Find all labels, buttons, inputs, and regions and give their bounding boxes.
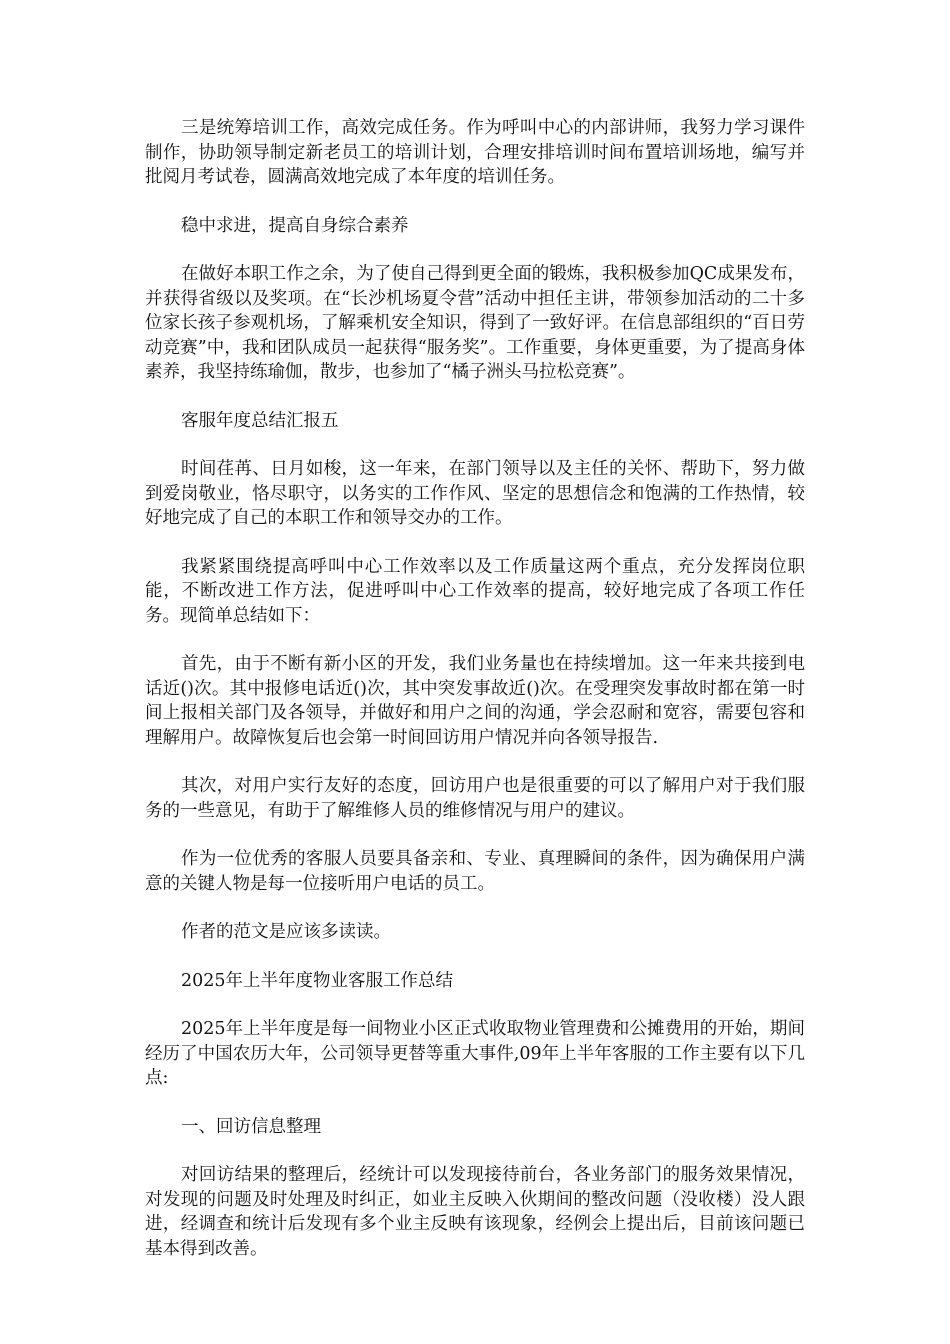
heading-2025-summary: 2025年上半年度物业客服工作总结 (181, 970, 454, 991)
para-visit-results: 对回访结果的整理后，经统计可以发现接待前台，各业务部门的服务效果情况，对发现的问题及时处理及时纠正，如业主反映入伙期间的整改问题（没收楼）没人跟进，经调查和统计后发现有多个业主反映有该现象，经例会上提出后，目前该问题已基本得到改善。 (145, 1165, 805, 1259)
para-first: 首先，由于不断有新小区的开发，我们业务量也在持续增加。这一年来共接到电话近()次。其中报修电话近()次，其中突发事故近()次。在受理突发事故时都在第一时间上报相关部门及各领导，并做好和用户之间的沟通，学会忍耐和宽容，需要包容和理解用户。故障恢复后也会第一时间回访用户情况并向各领导报告. (145, 654, 805, 748)
para-activities: 在做好本职工作之余，为了使自己得到更全面的锻炼，我积极参加QC成果发布，并获得省级以及奖项。在“长沙机场夏令营”活动中担任主讲，带领参加活动的二十多位家长孩子参观机场，了解乘机安全知识，得到了一致好评。在信息部组织的“百日劳动竞赛”中，我和团队成员一起获得“服务奖”。工作重要，身体更重要，为了提高身体素养，我坚持练瑜伽，散步，也参加了“橘子洲头马拉松竞赛”。 (145, 264, 805, 382)
document-page (145, 116, 805, 1285)
para-year-intro: 时间荏苒、日月如梭，这一年来，在部门领导以及主任的关怀、帮助下，努力做到爱岗敬业，恪尽职守，以务实的工作作风、坚定的思想信念和饱满的工作热情，较好地完成了自己的本职工作和领导交办的工作。 (145, 459, 805, 528)
para-training: 三是统筹培训工作，高效完成任务。作为呼叫中心的内部讲师，我努力学习课件制作，协助领导制定新老员工的培训计划，合理安排培训时间布置培训场地，编写并批阅月考试卷，圆满高效地完成了本年度的培训任务。 (145, 118, 805, 187)
para-author: 作者的范文是应该多读读。 (181, 922, 391, 942)
para-2025-intro: 2025年上半年度是每一间物业小区正式收取物业管理费和公摊费用的开始，期间经历了中国农历大年，公司领导更替等重大事件,09年上半年客服的工作主要有以下几点: (145, 1019, 805, 1088)
para-quality: 作为一位优秀的客服人员要具备亲和、专业、真理瞬间的条件，因为确保用户满意的关键人物是每一位接听用户电话的员工。 (145, 849, 805, 894)
heading-improve: 稳中求进，提高自身综合素养 (181, 215, 409, 236)
heading-section-one: 一、回访信息整理 (181, 1116, 321, 1137)
heading-report-five: 客服年度总结汇报五 (181, 410, 339, 431)
para-second: 其次，对用户实行友好的态度，回访用户也是很重要的可以了解用户对于我们服务的一些意见，有助于了解维修人员的维修情况与用户的建议。 (145, 776, 805, 821)
para-focus: 我紧紧围绕提高呼叫中心工作效率以及工作质量这两个重点，充分发挥岗位职能，不断改进工作方法，促进呼叫中心工作效率的提高，较好地完成了各项工作任务。现简单总结如下： (145, 556, 805, 626)
